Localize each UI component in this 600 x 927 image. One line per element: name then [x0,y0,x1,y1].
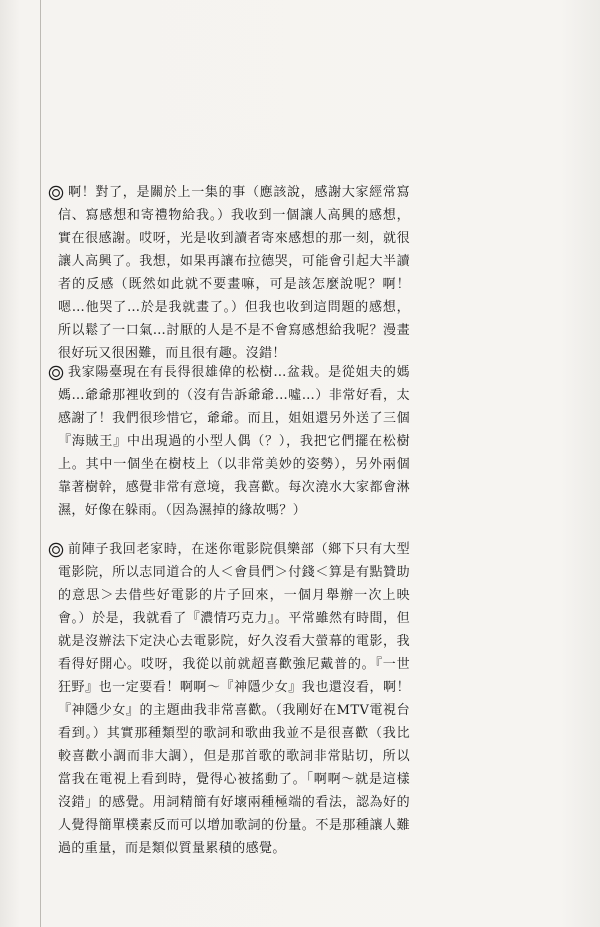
double-circle-icon [48,365,64,381]
note-text: 我家陽臺現在有長得很雄偉的松樹…盆栽。是從姐夫的媽媽…爺爺那裡收到的（沒有告訴爺爺…噓…）非常好看，太感謝了！我們很珍惜它，爺爺。而且，姐姐還另外送了三個『海賊王』中出現過的小型人偶（？），我把它們擺在松樹上。其中一個坐在樹枝上（以非常美妙的姿勢），另外兩個靠著樹幹，感覺非常有意境，我喜歡。每次澆水大家都會淋濕，好像在躲雨。（因為濕掉的緣故嗎？） [58,365,410,518]
note-text: 前陣子我回老家時，在迷你電影院俱樂部（鄉下只有大型電影院，所以志同道合的人＜會員們＞付錢＜算是有點贊助的意思＞去借些好電影的片子回來，一個月舉辦一次上映會。）於是，我就看了『濃情巧克力』。平常雖然有時間，但就是沒辦法下定決心去電影院，好久沒看大螢幕的電影，我看得好開心。哎呀，我從以前就超喜歡強尼戴普的。『一世狂野』也一定要看！啊啊～『神隱少女』我也還沒看，啊！『神隱少女』的主題曲我非常喜歡。（我剛好在MTV電視台看到。）其實那種類型的歌詞和歌曲我並不是很喜歡（我比較喜歡小調而非大調），但是那首歌的歌詞非常貼切，所以當我在電視上看到時，覺得心被搖動了。「啊啊～就是這樣沒錯」的感覺。用詞精簡有好壞兩種極端的看法，認為好的人覺得簡單樸素反而可以增加歌詞的份量。不是那種讓人難過的重量，而是類似質量累積的感覺。 [58,542,410,856]
author-note-2 [58,361,410,522]
double-circle-icon [48,185,64,201]
double-circle-icon [48,542,64,558]
note-text: 啊！對了，是關於上一集的事（應該說，感謝大家經常寫信、寫感想和寄禮物給我。）我收到一個讓人高興的感想，實在很感謝。哎呀，光是收到讀者寄來感想的那一刻，就很讓人高興了。我想，如果再讓布拉德哭，可能會引起大半讀者的反感（既然如此就不要畫嘛，可是該怎麼說呢？啊！嗯…他哭了…於是我就畫了。）但我也收到這問題的感想，所以鬆了一口氣…討厭的人是不是不會寫感想給我呢？漫畫很好玩又很困難，而且很有趣。沒錯！ [58,185,410,361]
page-gutter-line [40,0,41,927]
author-note-1 [58,181,410,365]
author-note-3 [58,538,410,860]
